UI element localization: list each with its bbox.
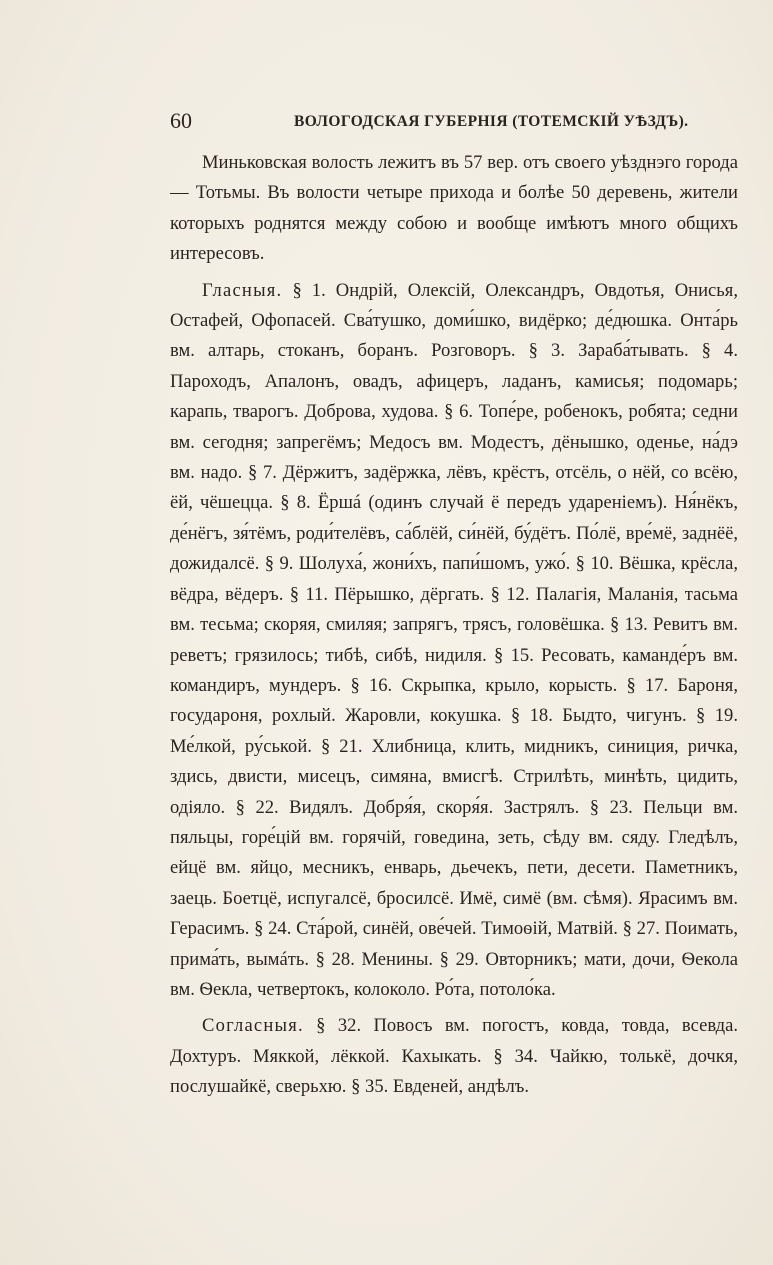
page-number: 60 xyxy=(170,108,192,133)
page-header xyxy=(170,106,710,136)
paragraph-intro xyxy=(170,148,738,270)
paragraph-lead: Гласныя. xyxy=(202,279,283,301)
paragraph-lead: Согласныя. xyxy=(202,1015,304,1037)
body-text xyxy=(170,148,738,1103)
paragraph-text: § 32. Повосъ вм. погостъ, ковда, товда, всевда. Дохтуръ. Мяккой, лёккой. Кахыкать. § 34. Чайкю, толькё, дочкя, послушайкё, сверьхю. § 35. Евденей, андѣлъ. xyxy=(170,1015,738,1098)
paragraph-text: § 1. Ондрій, Олексій, Олександръ, Овдотья, Онисья, Остафей, Офопасей. Сва́тушко, доми́шко, видёрко; де́дюшка. Онта́рь вм. алтарь, стоканъ, боранъ. Розговоръ. § 3. Зараба́тывать. § 4. Пароходъ, Апалонъ, овадъ, афицеръ, ладанъ, камисья; подомарь; карапь, тварогъ. Доброва, худова. § 6. Топе́ре, робенокъ, робята; седни вм. сегодня; запрегёмъ; Медосъ вм. Модестъ, дёнышко, оденье, на́дэ вм. надо. § 7. Дёржитъ, задёржка, лёвъ, крёстъ, отсёль, о нёй, со всёю, ёй, чёшецца. § 8. Ёршá (одинъ случай ё передъ удареніемъ). Ня́нёкъ, де́нёгъ, зя́тёмъ, роди́телёвъ, са́блёй, си́нёй, бу́дётъ. По́лё, вре́мё, заднёё, дожидалсё. § 9. Шолуха́, жони́хъ, папи́шомъ, ужо́. § 10. Вёшка, крёсла, вёдра, вёдеръ. § 11. Пёрышко, дёргать. § 12. Палагія, Маланія, тасьма вм. тесьма; скоряя, смиляя; запрягъ, трясъ, головёшка. § 13. Ревитъ вм. реветъ; грязилось; тибѣ, сибѣ, нидиля. § 15. Ресовать, каманде́ръ вм. командиръ, мундеръ. § 16. Скрыпка, крыло, корысть. § 17. Бароня, государоня, рохлый. Жаровли, кокушка. § 18. Быдто, чигунъ. § 19. Ме́лкой, ру́ськой. § 21. Хлибница, клить, мидникъ, синиция, ричка, здись, двисти, мисецъ, симяна, вмисгѣ. Стрилѣть, минѣть, цидить, одіяло. § 22. Видялъ. Добря́я, скоря́я. Застрялъ. § 23. Пельци вм. пяльцы, горе́цій вм. горячій, говедина, зеть, сѣду вм. сяду. Гледѣлъ, ейцё вм. яйцо, месникъ, енварь, дьечекъ, пети, десети. Паметникъ, заець. Боетцё, испугалсё, бросилсё. Имё, симё (вм. сѣмя). Ярасимъ вм. Герасимъ. § 24. Ста́рой, синёй, ове́чей. Тимоѳій, Матвій. § 27. Поимать, прима́ть, вымáть. § 28. Менины. § 29. Овторникъ; мати, дочи, Ѳекола вм. Ѳекла, четвертокъ, колоколо. Ро́та, потоло́ка. xyxy=(170,279,738,1000)
running-title: ВОЛОГОДСКАЯ ГУБЕРНІЯ (ТОТЕМСКІЙ УѢЗДЪ). xyxy=(294,113,689,130)
paragraph-consonants xyxy=(170,1011,738,1102)
paragraph-vowels xyxy=(170,276,738,1006)
paragraph-text: Миньковская волость лежитъ въ 57 вер. отъ своего уѣзднэго города — Тотьмы. Въ волости четыре прихода и болѣе 50 деревень, жители которыхъ роднятся между собою и вообще имѣютъ много общихъ интересовъ. xyxy=(170,152,738,265)
